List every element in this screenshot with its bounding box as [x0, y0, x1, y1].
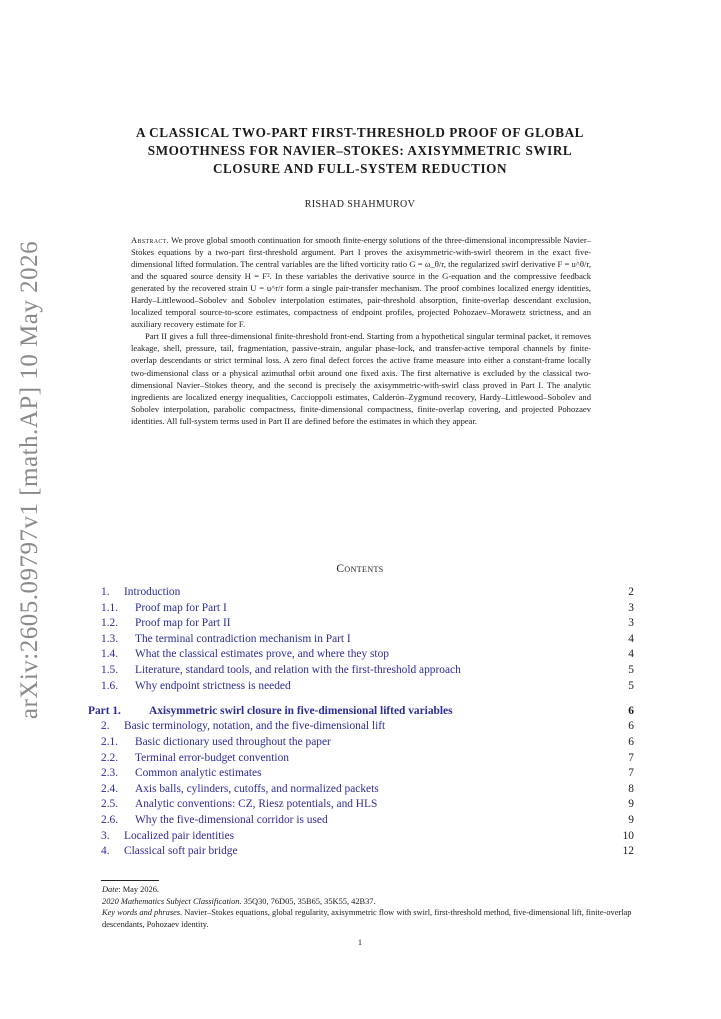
date-footnote: Date: May 2026. — [102, 885, 159, 894]
toc-entry[interactable] — [88, 664, 634, 680]
toc-entry-number: 1.2. — [101, 617, 119, 630]
toc-entry[interactable] — [88, 617, 634, 633]
toc-entry-number: Part 1. — [88, 704, 121, 717]
toc-entry[interactable] — [88, 602, 634, 618]
toc-entry-page: 3 — [628, 601, 634, 614]
toc-entry[interactable] — [88, 680, 634, 696]
title-line: A CLASSICAL TWO-PART FIRST-THRESHOLD PROOF OF GLOBAL — [135, 125, 585, 140]
toc-entry[interactable] — [88, 720, 634, 736]
toc-entry-number: 3. — [101, 829, 110, 842]
toc-entry-page: 6 — [628, 704, 634, 717]
toc-entry-label: What the classical estimates prove, and where they stop — [135, 648, 389, 661]
toc-entry-label: Axisymmetric swirl closure in five-dimensional lifted variables — [149, 704, 453, 717]
toc-entry-label: Analytic conventions: CZ, Riesz potentials, and HLS — [135, 798, 378, 811]
toc-entry[interactable] — [88, 633, 634, 649]
toc-part-entry[interactable] — [88, 705, 634, 721]
toc-entry-label: Localized pair identities — [124, 829, 235, 842]
page-number: 1 — [357, 938, 363, 947]
title-line: CLOSURE AND FULL-SYSTEM REDUCTION — [212, 161, 508, 176]
toc-entry-label: Basic dictionary used throughout the paper — [135, 735, 331, 748]
toc-entry[interactable] — [88, 648, 634, 664]
toc-entry[interactable] — [88, 767, 634, 783]
keywords-label: Key words and phrases. — [102, 908, 183, 918]
toc-entry-number: 1.5. — [101, 664, 119, 676]
toc-entry[interactable] — [88, 830, 634, 846]
toc-entry-number: 1. — [101, 586, 110, 598]
toc-entry[interactable] — [88, 586, 634, 602]
toc-entry-label: Why endpoint strictness is needed — [135, 679, 291, 692]
msc-label: 2020 Mathematics Subject Classification. — [102, 896, 242, 906]
toc-entry-label: Literature, standard tools, and relation with the first-threshold approach — [135, 664, 461, 676]
abstract-text: We prove global smooth continuation for smooth finite-energy solutions of the three-dimensional incompressible Navier–Stokes equations by a two-part first-threshold argument. Part I proves the axisymmetric-with-swirl theorem in the exact five-dimensional lifted formulation. The central variables are the lifted vorticity ratio G = ω_θ/r, the regularized swirl derivative F = u^θ/r, and the squared source density H = F². In these variables the derivative source in the G-equation and the compressive feedback generated by the recovered strain U = u^r/r form a single pair-transfer mechanism. The proof combines localized energy identities, Hardy–Littlewood–Sobolev and Sobolev interpolation estimates, pair-threshold absorption, finite-overlap descendant exclusion, localized temporal source-to-score estimates, compactness of endpoint profiles, projected Pohozaev–Morawetz strictness, and an auxiliary recovery estimate for F. — [131, 235, 592, 330]
toc-entry[interactable] — [88, 783, 634, 799]
toc-entry[interactable] — [88, 798, 634, 814]
toc-entry-number: 1.6. — [101, 679, 119, 692]
title-line: SMOOTHNESS FOR NAVIER–STOKES: AXISYMMETRIC SWIRL — [147, 143, 573, 158]
toc-entry-page: 2 — [628, 586, 634, 598]
author-name: RISHAD SHAHMUROV — [304, 199, 416, 210]
toc-entry-number: 1.3. — [101, 632, 119, 645]
toc-entry-page: 9 — [628, 813, 634, 826]
toc-entry-number: 1.1. — [101, 601, 119, 614]
toc-entry-number: 2. — [101, 720, 110, 733]
date-value: May 2026. — [122, 885, 159, 894]
toc-entry-label: Basic terminology, notation, and the five-dimensional lift — [124, 720, 386, 733]
toc-entry-page: 4 — [628, 632, 634, 645]
toc-entry-page: 5 — [628, 664, 634, 676]
abstract — [131, 234, 591, 427]
toc-entry-page: 7 — [628, 767, 634, 780]
toc-entry-page: 10 — [622, 829, 634, 842]
toc-entry-label: Introduction — [124, 586, 181, 598]
toc-entry-page: 12 — [622, 845, 634, 858]
toc-entry[interactable] — [88, 736, 634, 752]
toc-entry-page: 7 — [628, 751, 634, 764]
toc-entry-label: Common analytic estimates — [135, 767, 262, 780]
toc-entry-page: 3 — [628, 617, 634, 630]
toc-entry-label: Why the five-dimensional corridor is used — [135, 813, 328, 826]
toc-entry-page: 6 — [628, 720, 634, 733]
footnotes — [88, 884, 634, 930]
toc-entry-label: Axis balls, cylinders, cutoffs, and normalized packets — [135, 782, 379, 795]
toc-entry[interactable] — [88, 814, 634, 830]
toc-entry-label: Proof map for Part I — [135, 601, 227, 614]
toc-entry-page: 4 — [628, 648, 634, 661]
toc-entry-label: Classical soft pair bridge — [124, 845, 238, 858]
arxiv-identifier-stamp — [4, 240, 56, 720]
toc-entry-number: 2.4. — [101, 782, 119, 795]
toc-entry-label: Proof map for Part II — [135, 617, 231, 630]
toc-entry-page: 9 — [628, 798, 634, 811]
toc-entry[interactable] — [88, 845, 634, 861]
toc-entry-number: 2.6. — [101, 813, 119, 826]
toc-entry-label: The terminal contradiction mechanism in Part I — [135, 632, 351, 645]
toc-entry-number: 2.3. — [101, 767, 119, 780]
toc-entry-number: 1.4. — [101, 648, 119, 661]
msc-footnote — [88, 896, 634, 908]
keywords-footnote — [88, 907, 634, 930]
contents-heading: Contents — [336, 563, 384, 575]
toc-entry[interactable] — [88, 752, 634, 768]
date-label: Date — [102, 885, 119, 894]
toc-entry-page: 5 — [628, 679, 634, 692]
msc-codes: 35Q30, 76D05, 35B65, 35K55, 42B37. — [243, 896, 376, 906]
toc-entry-number: 4. — [101, 845, 110, 858]
abstract-label: Abstract. — [131, 235, 170, 245]
toc-entry-page: 8 — [628, 782, 634, 795]
toc-entry-label: Terminal error-budget convention — [135, 751, 289, 764]
keywords-text: Navier–Stokes equations, global regularity, axisymmetric flow with swirl, first-threshold method, five-dimensional lift, finite-overlap descendants, Pohozaev identity. — [102, 908, 632, 929]
toc-entry-number: 2.5. — [101, 798, 119, 811]
toc-entry-number: 2.1. — [101, 735, 119, 748]
abstract-paragraph-2: Part II gives a full three-dimensional finite-threshold front-end. Starting from a hypothetical singular terminal packet, it removes leakage, shell, pressure, tail, fragmentation, passive-strain, angular phase-lock, and transfer-active temporal channels by finite-overlap descendants or strict terminal loss. A zero final defect forces the active frame measure into either a constant-frame locally two-dimensional class or a physical azimuthal orbit around one fixed axis. The first alternative is excluded by the classical two-dimensional Navier–Stokes theory, and the second is precisely the axisymmetric-with-swirl class proved in Part I. The analytic ingredients are localized energy inequalities, Caccioppoli estimates, Calderón–Zygmund recovery, Hardy–Littlewood–Sobolev and Sobolev interpolation, parabolic compactness, finite-dimensional compactness, finite-overlap covering, and projected Pohozaev identities. All full-system terms used in Part II are defined before the estimates in which they appear. — [131, 331, 591, 426]
toc-entry-page: 6 — [628, 735, 634, 748]
abstract-paragraph-1 — [131, 234, 591, 330]
arxiv-identifier: arXiv:2605.09797v1 [math.AP] 10 May 2026 — [16, 240, 43, 720]
toc-entry-number: 2.2. — [101, 751, 119, 764]
paper-title — [90, 124, 630, 178]
footnote-rule — [101, 880, 159, 881]
